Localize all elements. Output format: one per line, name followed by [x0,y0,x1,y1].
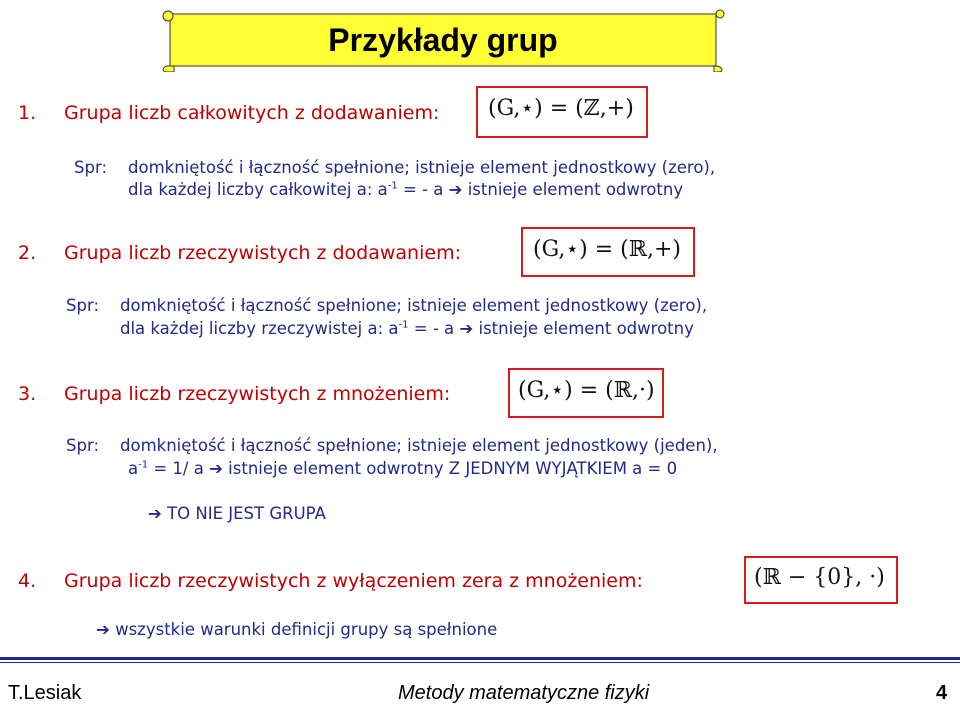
section-1-heading: Grupa liczb całkowitych z dodawaniem: [64,102,440,124]
section-2-number: 2. [18,242,37,264]
section-4-heading: Grupa liczb rzeczywistych z wyłączeniem zera z mnożeniem: [64,570,643,592]
footer-page-number: 4 [936,682,948,704]
section-2-line1: domkniętość i łączność spełnione; istnieje element jednostkowy (zero), [120,296,708,315]
section-3-line1: domkniętość i łączność spełnione; istnieje element jednostkowy (jeden), [120,436,718,455]
arrow-right-icon: ➔ [96,620,110,639]
section-1-line1: domkniętość i łączność spełnione; istnieje element jednostkowy (zero), [128,158,716,177]
section-1-formula-box [476,86,648,138]
section-1-spr: Spr: [74,158,107,177]
footer-divider-thin [0,662,960,663]
footer-divider [0,657,960,660]
section-3-spr: Spr: [66,436,99,455]
section-1-number: 1. [18,102,37,124]
page-title: Przykłady grup [328,22,558,58]
section-4-number: 4. [18,570,37,592]
arrow-right-icon: ➔ [209,459,223,478]
section-4-formula-box [744,556,898,604]
section-3-heading: Grupa liczb rzeczywistych z mnożeniem: [64,383,451,405]
section-2-heading: Grupa liczb rzeczywistych z dodawaniem: [64,242,461,264]
footer-author: T.Lesiak [8,682,82,704]
section-3-line2: $a^{-1} = 1/$ a ➔ istnieje element odwrotny Z JEDNYM WYJĄTKIEM a = 0 [128,459,678,478]
arrow-right-icon: ➔ [448,180,463,199]
arrow-right-icon: ➔ [148,504,162,523]
arrow-right-icon: ➔ [459,319,474,338]
section-3-conclusion: ➔ TO NIE JEST GRUPA [148,504,326,523]
footer-course: Metody matematyczne fizyki [398,682,650,704]
section-3-formula-box [508,368,664,418]
section-2-formula: (G,⋆) = (ℝ,+) [533,237,682,262]
section-4-conclusion: ➔ wszystkie warunki definicji grupy są spełnione [96,620,498,639]
section-3-formula: (G,⋆) = (ℝ,·) [518,378,655,403]
section-1-line2: dla każdej liczby całkowitej a: $a^{-1}$ = - a ➔ istnieje element odwrotny [128,180,684,199]
section-2-line2: dla każdej liczby rzeczywistej a: $a^{-1}$ = - a ➔ istnieje element odwrotny [120,319,694,338]
section-3-number: 3. [18,383,37,405]
section-4-formula: (ℝ − {0}, ·) [754,565,885,590]
section-1-formula: (G,⋆) = (ℤ,+) [488,96,634,121]
section-2-spr: Spr: [66,296,99,315]
title-banner [158,8,728,72]
section-2-formula-box [521,227,695,277]
